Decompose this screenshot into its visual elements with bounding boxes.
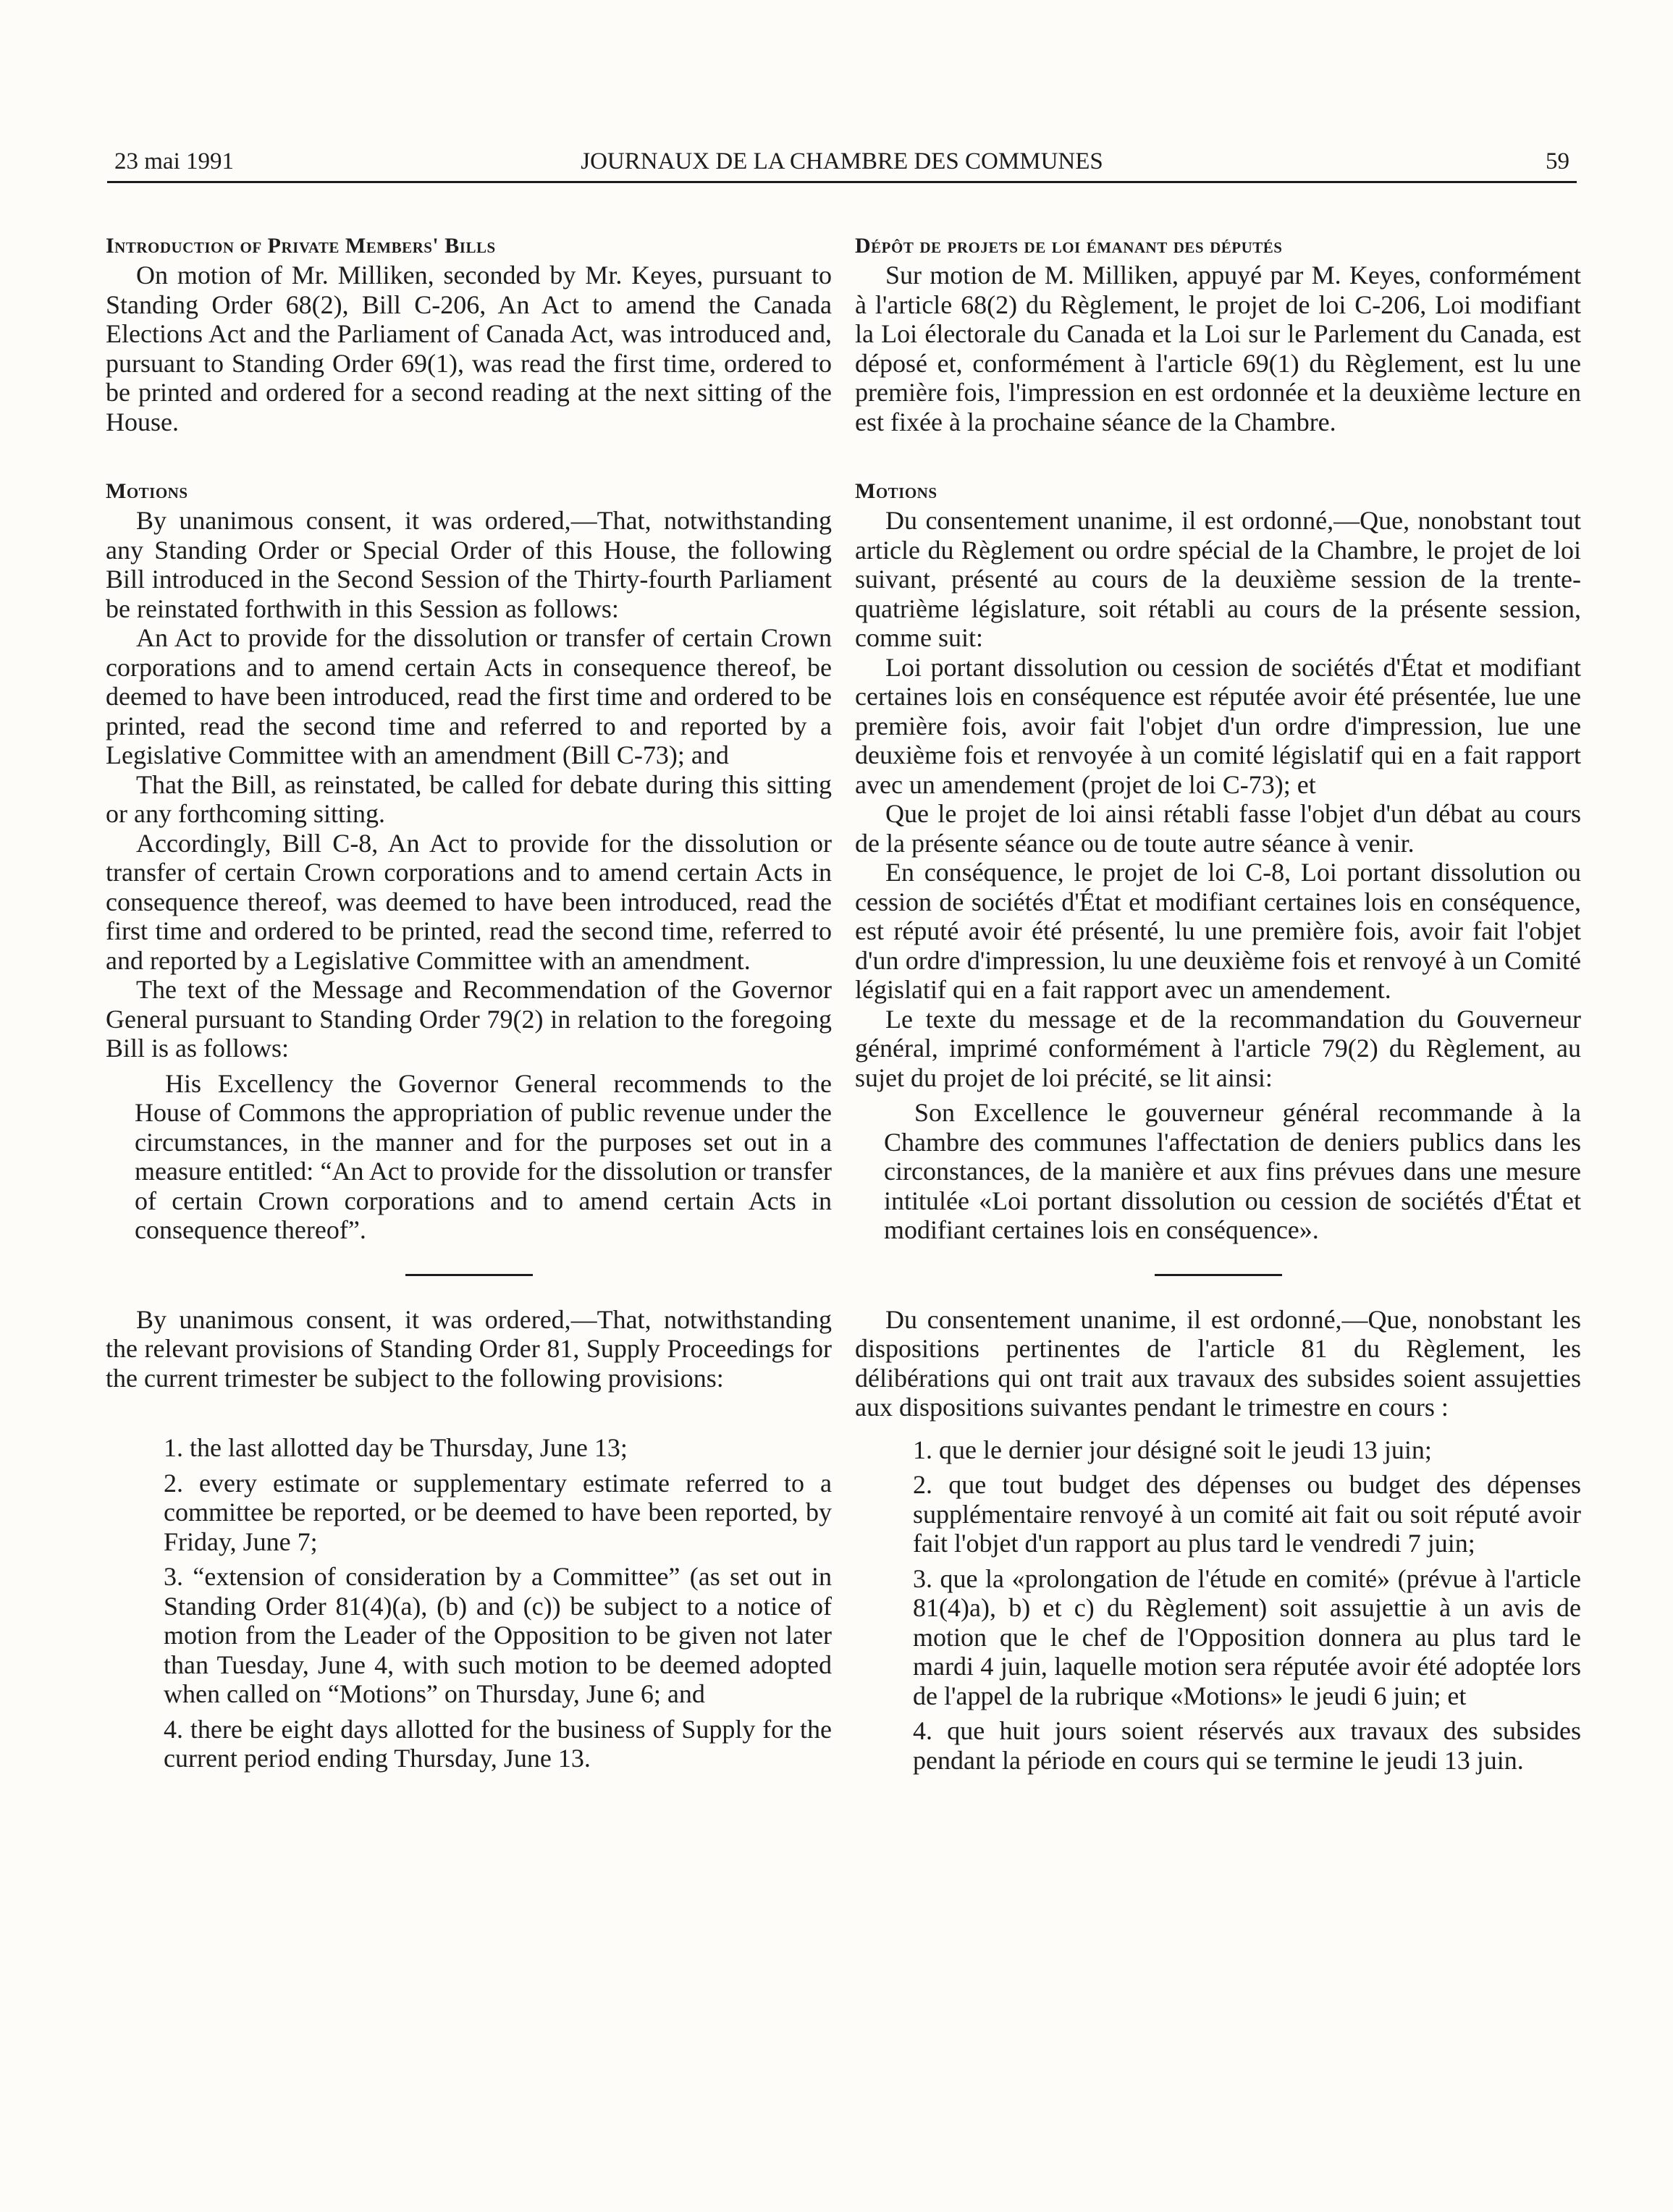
motion-paragraph-2: An Act to provide for the dissolution or transfer of certain Crown corporations and to amend certain Acts in consequence thereof, be deemed to have been introduced, read the first time and ordered to be printed, read the second time and referred to and reported by a Legislative Committee with an amendment (Bill C-73); and	[106, 623, 832, 769]
header-title: JOURNAUX DE LA CHAMBRE DES COMMUNES	[581, 148, 1103, 174]
governor-general-recommendation: Son Excellence le gouverneur général recommande à la Chambre des communes l'affectation de deniers publics dans les circonstances, de la manière et aux fins prévues dans une mesure intitulée «Loi portant dissolution ou cession de sociétés d'État et modifiant certaines lois en conséquence».	[884, 1098, 1581, 1244]
french-column	[855, 232, 1581, 1775]
spacer	[855, 1092, 1581, 1098]
motion-paragraph-5: Le texte du message et de la recommandation du Gouverneur général, imprimé conformément à l'article 79(2) du Règlement, au sujet du projet de loi précité, se lit ainsi:	[855, 1004, 1581, 1092]
supply-paragraph: By unanimous consent, it was ordered,—That, notwithstanding the relevant provisions of Standing Order 81, Supply Proceedings for the current trimester be subject to the following provisions:	[106, 1304, 832, 1393]
page-header	[107, 142, 1577, 183]
motion-paragraph-2: Loi portant dissolution ou cession de sociétés d'État et modifiant certaines lois en conséquence est réputée avoir été présentée, lue une première fois, avoir fait l'objet d'un ordre d'impression, lue une deuxième fois et renvoyée à un comité législatif qui en a fait rapport avec un amendement (projet de loi C-73); et	[855, 652, 1581, 799]
spacer	[855, 436, 1581, 477]
page-number: 59	[1546, 148, 1569, 174]
supply-paragraph: Du consentement unanime, il est ordonné,—Que, nonobstant les dispositions pertinentes de l'article 81 du Règlement, les délibérations qui ont trait aux travaux des subsides soient assujetties aux dispositions suivantes pendant le trimestre en cours :	[855, 1304, 1581, 1422]
spacer	[106, 1276, 832, 1305]
spacer	[855, 1558, 1581, 1564]
section-title-private-bills: Introduction of Private Members' Bills	[106, 234, 496, 258]
english-column	[106, 232, 832, 1773]
provision-item-3: 3. que la «prolongation de l'étude en comité» (prévue à l'article 81(4)a), b) et c) du Règlement) soit assujettie à un avis de motion que le chef de l'Opposition donnera au plus tard le mardi 4 juin, laquelle motion sera réputée avoir été adoptée lors de l'appel de la rubrique «Motions» le jeudi 6 juin; et	[913, 1563, 1581, 1710]
provision-item-2: 2. every estimate or supplementary estimate referred to a committee be reported, or be deemed to have been reported, by Friday, June 7;	[164, 1468, 832, 1556]
provision-item-1: 1. the last allotted day be Thursday, June 13;	[164, 1433, 628, 1462]
motion-paragraph-1: Du consentement unanime, il est ordonné,—Que, nonobstant tout article du Règlement ou ordre spécial de la Chambre, le projet de loi suivant, présenté au cours de la deuxième session de la trente-quatrième législature, soit rétabli au cours de la présente session, comme suit:	[855, 506, 1581, 652]
motion-paragraph-3: Que le projet de loi ainsi rétabli fasse l'objet d'un débat au cours de la présente séance ou de toute autre séance à venir.	[855, 799, 1581, 858]
spacer	[106, 1709, 832, 1715]
spacer	[855, 1710, 1581, 1716]
provision-item-4: 4. que huit jours soient réservés aux travaux des subsides pendant la période en cours qui se termine le jeudi 13 juin.	[913, 1716, 1581, 1775]
spacer	[855, 1464, 1581, 1470]
motion-paragraph-5: The text of the Message and Recommendation of the Governor General pursuant to Standing Order 79(2) in relation to the foregoing Bill is as follows:	[106, 975, 832, 1063]
spacer	[855, 1276, 1581, 1305]
motion-paragraph-3: That the Bill, as reinstated, be called for debate during this sitting or any forthcoming sitting.	[106, 769, 832, 828]
motion-paragraph-1: By unanimous consent, it was ordered,—That, notwithstanding any Standing Order or Special Order of this House, the following Bill introduced in the Second Session of the Thirty-fourth Parliament be reinstated forthwith in this Session as follows:	[106, 506, 832, 623]
section-title-private-bills: Dépôt de projets de loi émanant des députés	[855, 234, 1283, 258]
spacer	[106, 1556, 832, 1562]
spacer	[106, 1245, 832, 1274]
private-bill-paragraph: Sur motion de M. Milliken, appuyé par M. Keyes, conformément à l'article 68(2) du Règlement, le projet de loi C-206, Loi modifiant la Loi électorale du Canada et la Loi sur le Parlement du Canada, est déposé et, conformément à l'article 69(1) du Règlement, est lu une première fois, l'impression en est ordonnée et la deuxième lecture en est fixée à la prochaine séance de la Chambre.	[855, 261, 1581, 436]
spacer	[106, 1063, 832, 1069]
governor-general-recommendation: His Excellency the Governor General recommends to the House of Commons the appropriation of public revenue under the circumstances, in the manner and for the purposes set out in a measure entitled: “An Act to provide for the dissolution or transfer of certain Crown corporations and to amend certain Acts in consequence thereof”.	[135, 1068, 832, 1244]
spacer	[855, 1422, 1581, 1435]
provision-item-2: 2. que tout budget des dépenses ou budget des dépenses supplémentaire renvoyé à un comité ait fait ou soit réputé avoir fait l'objet d'un rapport au plus tard le vendredi 7 juin;	[913, 1470, 1581, 1558]
spacer	[106, 1463, 832, 1469]
motion-paragraph-4: En conséquence, le projet de loi C-8, Loi portant dissolution ou cession de sociétés d'État et modifiant certaines lois en conséquence, est réputé avoir été présenté, lu une première fois, avoir fait l'objet d'un ordre d'impression, lu une deuxième fois et renvoyé à un Comité législatif qui en a fait rapport avec un amendement.	[855, 858, 1581, 1004]
spacer	[855, 1245, 1581, 1274]
private-bill-paragraph: On motion of Mr. Milliken, seconded by Mr. Keyes, pursuant to Standing Order 68(2), Bill C-206, An Act to amend the Canada Elections Act and the Parliament of Canada Act, was introduced and, pursuant to Standing Order 69(1), was read the first time, ordered to be printed and ordered for a second reading at the next sitting of the House.	[106, 261, 832, 436]
spacer	[106, 1393, 832, 1433]
section-title-motions: Motions	[106, 479, 188, 503]
provision-item-3: 3. “extension of consideration by a Committee” (as set out in Standing Order 81(4)(a), (b) and (c)) be subject to a notice of motion from the Leader of the Opposition to be given not later than Tuesday, June 4, with such motion to be deemed adopted when called on “Motions” on Thursday, June 6; and	[164, 1562, 832, 1708]
provision-item-1: 1. que le dernier jour désigné soit le jeudi 13 juin;	[913, 1435, 1432, 1464]
header-date: 23 mai 1991	[114, 148, 234, 174]
motion-paragraph-4: Accordingly, Bill C-8, An Act to provide for the dissolution or transfer of certain Crown corporations and to amend certain Acts in consequence thereof, was deemed to have been introduced, read the first time and ordered to be printed, read the second time, referred to and reported by a Legislative Committee with an amendment.	[106, 828, 832, 975]
section-title-motions: Motions	[855, 479, 937, 503]
provision-item-4: 4. there be eight days allotted for the business of Supply for the current period ending Thursday, June 13.	[164, 1714, 832, 1773]
spacer	[106, 436, 832, 477]
